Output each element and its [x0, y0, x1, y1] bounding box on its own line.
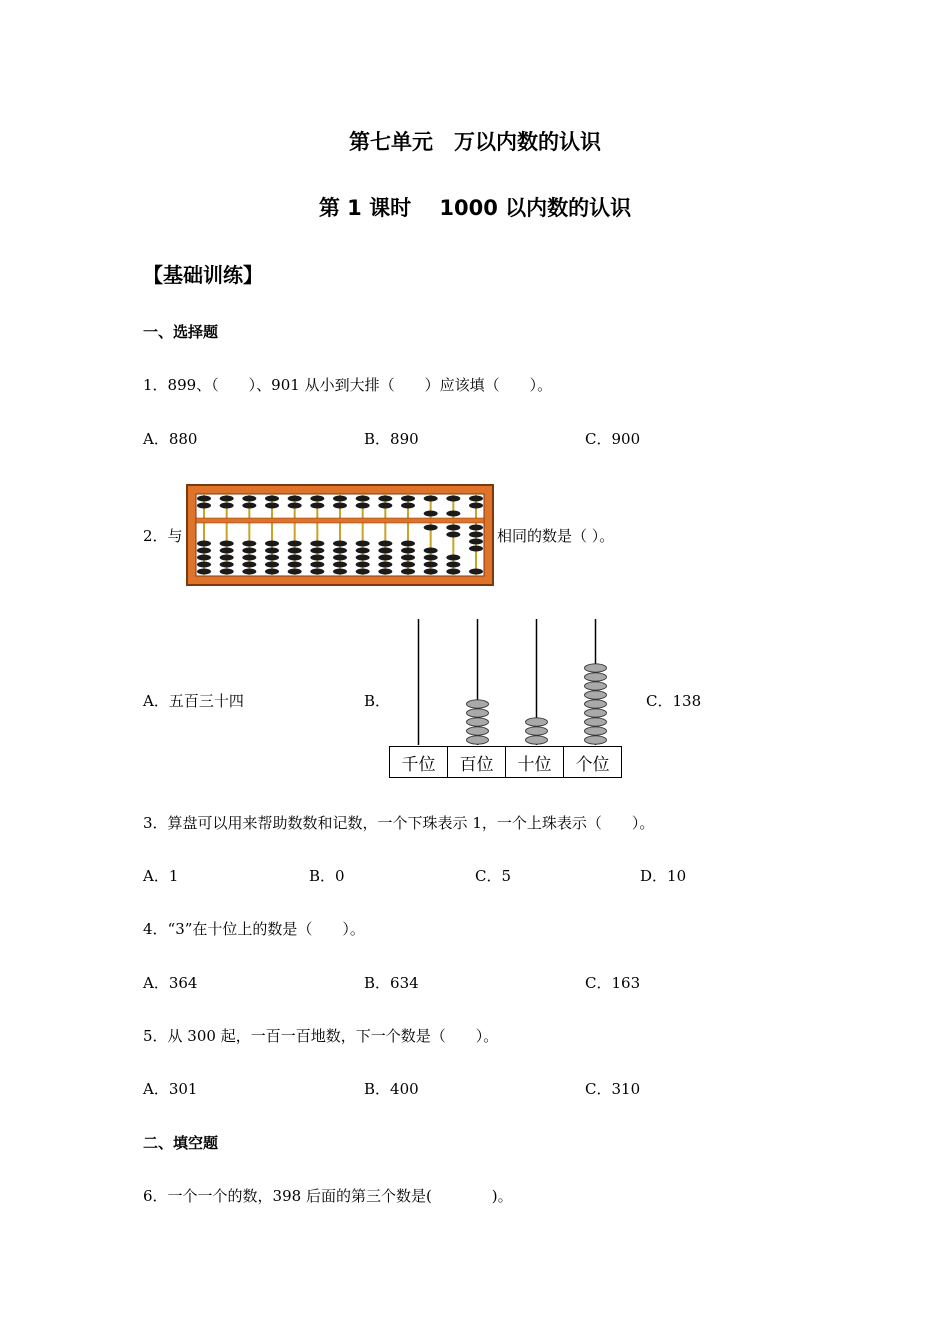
abacus-bead	[446, 569, 460, 575]
abacus-bead	[197, 555, 211, 561]
abacus-bead	[333, 548, 347, 554]
part-choice: 一、选择题	[143, 323, 219, 341]
abacus-bead	[356, 569, 370, 575]
abacus-bead	[401, 562, 415, 568]
abacus-bead	[446, 496, 460, 502]
place-thousands: 千位	[390, 747, 448, 778]
abacus-bead	[220, 496, 234, 502]
part-fill-in: 二、填空题	[143, 1134, 219, 1152]
abacus-bead	[401, 555, 415, 561]
counter-bead	[526, 736, 548, 744]
abacus-bead	[310, 562, 324, 568]
abacus-bead	[333, 503, 347, 509]
lesson-title: 第 1 课时 1000 以内数的认识	[318, 196, 632, 220]
abacus-bead	[333, 496, 347, 502]
abacus-bead	[310, 541, 324, 547]
abacus-bead	[446, 555, 460, 561]
question-4-stem: 4．“3”在十位上的数是（ ）。	[143, 920, 365, 938]
abacus-bead	[265, 503, 279, 509]
abacus-bead	[469, 496, 483, 502]
counter-bead	[585, 664, 607, 672]
abacus-bead	[242, 503, 256, 509]
abacus-bead	[242, 548, 256, 554]
abacus-bead	[265, 541, 279, 547]
q4-option-b: B．634	[364, 974, 419, 992]
abacus-bead	[356, 562, 370, 568]
abacus-bead	[220, 562, 234, 568]
abacus-bead	[220, 548, 234, 554]
counting-frame	[389, 617, 627, 747]
abacus-bead	[242, 496, 256, 502]
counter-bead	[585, 736, 607, 744]
abacus-bead	[242, 562, 256, 568]
abacus-bead	[401, 548, 415, 554]
abacus-bead	[242, 569, 256, 575]
abacus-bead	[310, 496, 324, 502]
counter-bead	[585, 718, 607, 726]
abacus-bead	[356, 496, 370, 502]
abacus-bead	[424, 562, 438, 568]
abacus-bead	[197, 548, 211, 554]
abacus-bead	[197, 562, 211, 568]
abacus-bead	[265, 562, 279, 568]
abacus-bead	[469, 525, 483, 531]
abacus-bead	[446, 562, 460, 568]
section-basic: 【基础训练】	[143, 263, 263, 287]
q2-option-b: B．	[364, 692, 391, 710]
counter-bead	[467, 727, 489, 735]
counter-bead	[467, 718, 489, 726]
abacus-bead	[378, 569, 392, 575]
abacus-bead	[378, 541, 392, 547]
abacus-bead	[265, 555, 279, 561]
abacus-bead	[401, 541, 415, 547]
counter-bead	[585, 691, 607, 699]
abacus-bead	[333, 555, 347, 561]
abacus-bead	[242, 555, 256, 561]
abacus-bead	[469, 569, 483, 575]
abacus-bead	[378, 503, 392, 509]
q3-option-c: C．5	[475, 867, 512, 885]
abacus-bead	[446, 525, 460, 531]
counter-bead	[585, 682, 607, 690]
abacus-bead	[265, 496, 279, 502]
counter-bead	[526, 718, 548, 726]
abacus-bead	[424, 525, 438, 531]
abacus-bead	[378, 562, 392, 568]
abacus-bead	[310, 569, 324, 575]
question-6-stem: 6．一个一个的数，398 后面的第三个数是( )。	[143, 1187, 513, 1205]
abacus-bead	[378, 496, 392, 502]
abacus-bead	[424, 496, 438, 502]
abacus-bead	[220, 569, 234, 575]
counter-bead	[585, 709, 607, 717]
counter-bead	[467, 700, 489, 708]
abacus-bead	[197, 503, 211, 509]
q1-option-a: A．880	[143, 430, 198, 448]
abacus-beam	[196, 518, 484, 523]
abacus-bead	[424, 511, 438, 517]
unit-title: 第七单元 万以内数的认识	[349, 130, 601, 154]
q4-option-c: C．163	[585, 974, 641, 992]
q1-option-c: C．900	[585, 430, 641, 448]
abacus-bead	[288, 496, 302, 502]
abacus-bead	[197, 541, 211, 547]
q2-option-a: A．五百三十四	[143, 692, 244, 710]
question-1-stem: 1．899、（ ）、901 从小到大排（ ）应该填（ ）。	[143, 376, 553, 394]
place-tens: 十位	[506, 747, 564, 778]
abacus-bead	[197, 496, 211, 502]
abacus-bead	[197, 569, 211, 575]
abacus-bead	[310, 555, 324, 561]
q5-option-a: A．301	[143, 1080, 198, 1098]
q3-option-d: D．10	[640, 867, 687, 885]
abacus-bead	[401, 496, 415, 502]
abacus-bead	[265, 569, 279, 575]
abacus-image	[186, 484, 494, 586]
abacus-bead	[469, 503, 483, 509]
abacus-bead	[310, 548, 324, 554]
q1-option-b: B．890	[364, 430, 419, 448]
abacus-bead	[242, 541, 256, 547]
abacus-bead	[220, 555, 234, 561]
abacus-bead	[356, 503, 370, 509]
counter-bead	[467, 709, 489, 717]
abacus-bead	[446, 532, 460, 538]
place-hundreds: 百位	[448, 747, 506, 778]
abacus-bead	[356, 548, 370, 554]
counter-bead	[526, 727, 548, 735]
question-3-stem: 3．算盘可以用来帮助数数和记数，一个下珠表示 1，一个上珠表示（ ）。	[143, 814, 655, 832]
abacus-bead	[220, 541, 234, 547]
abacus-bead	[220, 503, 234, 509]
abacus-bead	[356, 541, 370, 547]
abacus-bead	[288, 562, 302, 568]
abacus-bead	[401, 569, 415, 575]
abacus-bead	[469, 539, 483, 545]
abacus-bead	[401, 503, 415, 509]
abacus-bead	[310, 503, 324, 509]
q5-option-c: C．310	[585, 1080, 641, 1098]
abacus-bead	[288, 569, 302, 575]
abacus-bead	[469, 546, 483, 552]
abacus-bead	[288, 541, 302, 547]
question-2-stem-before: 2．与	[143, 527, 183, 545]
q5-option-b: B．400	[364, 1080, 419, 1098]
abacus-bead	[333, 562, 347, 568]
q4-option-a: A．364	[143, 974, 198, 992]
abacus-bead	[378, 548, 392, 554]
question-5-stem: 5．从 300 起，一百一百地数，下一个数是（ ）。	[143, 1027, 499, 1045]
q3-option-a: A．1	[143, 867, 179, 885]
place-ones: 个位	[564, 747, 622, 778]
abacus-bead	[469, 532, 483, 538]
abacus-bead	[333, 569, 347, 575]
abacus-bead	[446, 511, 460, 517]
abacus-bead	[424, 548, 438, 554]
question-2-stem-after: 相同的数是（ ）。	[497, 527, 615, 545]
place-value-table	[389, 746, 622, 778]
abacus-bead	[333, 541, 347, 547]
counter-bead	[585, 700, 607, 708]
abacus-bead	[288, 503, 302, 509]
q3-option-b: B．0	[309, 867, 345, 885]
q2-option-c: C．138	[646, 692, 702, 710]
abacus-bead	[265, 548, 279, 554]
abacus-bead	[288, 548, 302, 554]
abacus-bead	[288, 555, 302, 561]
counter-bead	[585, 673, 607, 681]
counter-bead	[467, 736, 489, 744]
abacus-bead	[424, 569, 438, 575]
abacus-bead	[378, 555, 392, 561]
abacus-bead	[424, 555, 438, 561]
abacus-bead	[356, 555, 370, 561]
counter-bead	[585, 727, 607, 735]
